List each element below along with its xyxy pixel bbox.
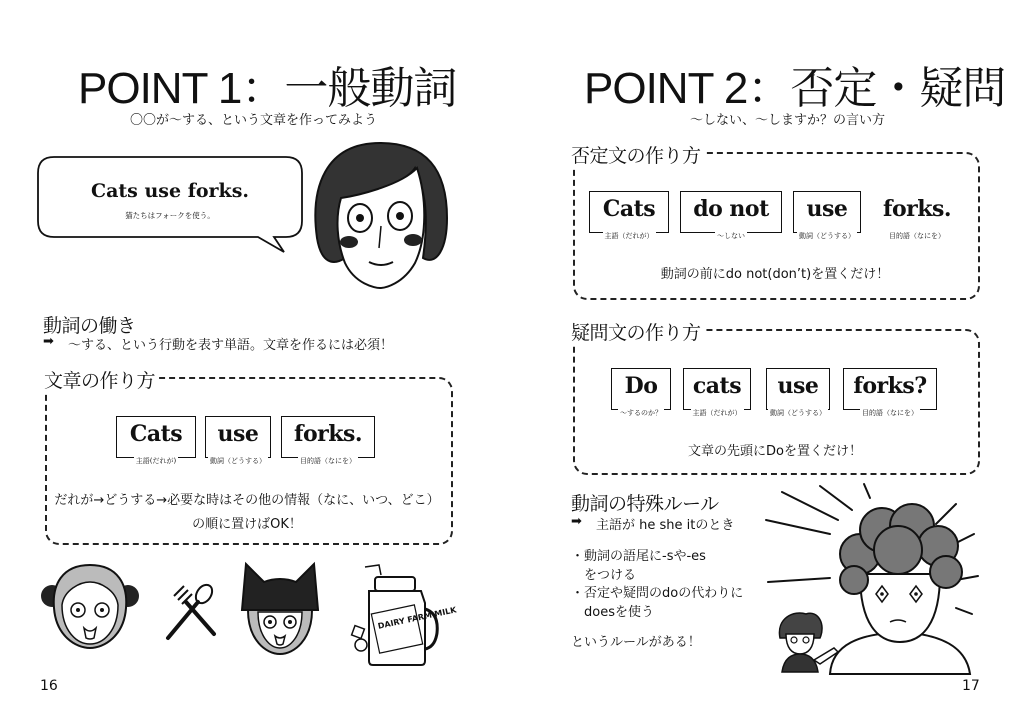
speech-bubble-icon <box>36 155 308 255</box>
word-box-forks <box>281 416 375 465</box>
arrow-icon-right: ➡ <box>571 514 582 529</box>
girl-face-illustration-icon <box>40 560 140 652</box>
q-word-use: use <box>777 373 819 399</box>
pointing-boy-illustration-icon <box>772 608 842 672</box>
word-cats: Cats <box>129 421 183 447</box>
neg-caption-verb: 動詞（どうする） <box>799 232 855 240</box>
word-box-cats <box>116 416 196 465</box>
neg-word-do-not: do not <box>693 196 769 222</box>
special-rule2-line1: ・否定や疑問のdoの代わりに <box>571 586 744 601</box>
milk-carton-illustration-icon <box>345 563 458 668</box>
heading-verb-function: 動詞の働き <box>43 315 136 337</box>
word-use: use <box>217 421 259 447</box>
neg-word-box-use <box>793 191 861 240</box>
caption-object: 目的語（なにを） <box>300 457 356 465</box>
milk-label: DAIRY FARM MILK <box>377 605 458 631</box>
woman-face-illustration-icon <box>305 138 455 293</box>
q-caption-object: 目的語（なにを） <box>862 409 918 417</box>
page-number-right: 17 <box>962 678 980 694</box>
q-word-box-forks <box>843 368 937 417</box>
neg-caption-object: 目的語（なにを） <box>889 232 945 240</box>
caption-subject: 主語(だれが) <box>135 457 177 465</box>
word-box-use <box>205 416 271 465</box>
structure-note-line1: だれが→どうする→必要な時はその他の情報（なに、いつ、どこ） <box>54 493 440 508</box>
heading-question: 疑問文の作り方 <box>567 318 705 345</box>
q-word-box-do <box>611 368 671 417</box>
q-word-do: Do <box>624 373 658 399</box>
heading-sentence-structure: 文章の作り方 <box>40 366 159 393</box>
subtitle-left: 〇〇が～する、という文章を作ってみよう <box>130 113 378 128</box>
bubble-english: Cats use forks. <box>90 180 250 202</box>
q-word-box-cats <box>683 368 751 417</box>
q-caption-verb: 動詞（どうする） <box>770 409 826 417</box>
neg-word-box-cats <box>589 191 669 240</box>
heading-negative: 否定文の作り方 <box>567 141 705 168</box>
subtitle-right: ～しない、～しますか？の言い方 <box>690 113 886 128</box>
page-title-left: POINT 1：一般動詞 <box>78 64 457 113</box>
neg-word-forks: forks. <box>882 196 952 222</box>
question-note: 文章の先頭にDoを置くだけ！ <box>688 444 862 459</box>
neg-word-box-do-not <box>680 191 782 240</box>
special-condition: 主語が he she itのとき <box>596 518 735 533</box>
special-rule2-line2: doesを使う <box>584 605 654 620</box>
neg-word-box-forks <box>872 191 962 240</box>
q-word-box-use <box>766 368 830 417</box>
cat-hood-girl-illustration-icon <box>232 560 327 658</box>
word-forks: forks. <box>293 421 363 447</box>
special-rule1-line1: ・動詞の語尾に-sや-es <box>571 549 706 564</box>
negative-note: 動詞の前にdo not(don’t)を置くだけ！ <box>660 267 890 282</box>
structure-note-line2: の順に置けばOK！ <box>192 517 302 532</box>
bubble-japanese: 猫たちはフォークを使う。 <box>125 211 215 220</box>
caption-verb: 動詞（どうする） <box>210 457 266 465</box>
neg-word-cats: Cats <box>602 196 656 222</box>
special-closing: というルールがある！ <box>571 635 701 650</box>
verb-function-text: ～する、という行動を表す単語。文章を作るには必須！ <box>68 338 394 353</box>
q-word-cats: cats <box>692 373 742 399</box>
page-number-left: 16 <box>40 678 58 694</box>
neg-word-use: use <box>806 196 848 222</box>
q-caption-question: ～するのか？ <box>620 409 662 417</box>
page-title-right: POINT 2：否定・疑問 <box>584 64 1006 113</box>
q-caption-subject: 主語（だれが） <box>692 409 742 417</box>
arrow-icon: ➡ <box>43 334 54 349</box>
heading-special-rule: 動詞の特殊ルール <box>571 493 719 515</box>
q-word-forks: forks? <box>853 373 927 399</box>
special-rule1-line2: をつける <box>584 568 637 583</box>
fork-spoon-illustration-icon <box>160 582 222 644</box>
neg-caption-subject: 主語（だれが） <box>604 232 654 240</box>
neg-caption-not: ～しない <box>717 232 745 240</box>
